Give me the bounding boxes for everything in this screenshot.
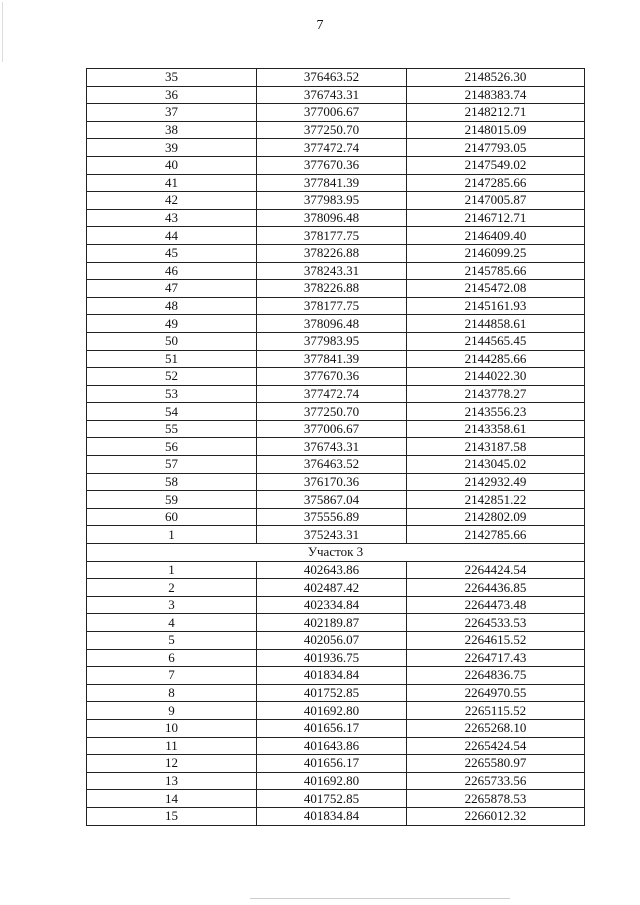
x-coordinate-cell: 376743.31	[257, 86, 407, 104]
table-row	[87, 69, 585, 87]
point-number-cell: 35	[87, 69, 257, 87]
y-coordinate-cell: 2148526.30	[407, 69, 585, 87]
point-number-cell: 2	[87, 579, 257, 597]
table-row	[87, 684, 585, 702]
table-row	[87, 473, 585, 491]
table-row	[87, 614, 585, 632]
table-row	[87, 350, 585, 368]
table-row	[87, 403, 585, 421]
x-coordinate-cell: 377983.95	[257, 192, 407, 210]
point-number-cell: 45	[87, 244, 257, 262]
point-number-cell: 15	[87, 807, 257, 825]
y-coordinate-cell: 2145472.08	[407, 280, 585, 298]
point-number-cell: 55	[87, 420, 257, 438]
point-number-cell: 39	[87, 139, 257, 157]
point-number-cell: 47	[87, 280, 257, 298]
table-row	[87, 807, 585, 825]
table-row	[87, 579, 585, 597]
x-coordinate-cell: 376463.52	[257, 69, 407, 87]
table-row	[87, 297, 585, 315]
x-coordinate-cell: 375867.04	[257, 491, 407, 509]
point-number-cell: 1	[87, 561, 257, 579]
table-row	[87, 508, 585, 526]
point-number-cell: 10	[87, 719, 257, 737]
x-coordinate-cell: 376463.52	[257, 456, 407, 474]
x-coordinate-cell: 377472.74	[257, 139, 407, 157]
point-number-cell: 60	[87, 508, 257, 526]
y-coordinate-cell: 2143187.58	[407, 438, 585, 456]
y-coordinate-cell: 2144858.61	[407, 315, 585, 333]
y-coordinate-cell: 2265733.56	[407, 772, 585, 790]
x-coordinate-cell: 401936.75	[257, 649, 407, 667]
table-row	[87, 86, 585, 104]
x-coordinate-cell: 378096.48	[257, 315, 407, 333]
x-coordinate-cell: 401752.85	[257, 790, 407, 808]
table-row	[87, 526, 585, 544]
table-row	[87, 368, 585, 386]
table-row	[87, 772, 585, 790]
point-number-cell: 14	[87, 790, 257, 808]
point-number-cell: 56	[87, 438, 257, 456]
x-coordinate-cell: 375556.89	[257, 508, 407, 526]
point-number-cell: 8	[87, 684, 257, 702]
x-coordinate-cell: 378226.88	[257, 244, 407, 262]
table-row	[87, 438, 585, 456]
table-row	[87, 420, 585, 438]
x-coordinate-cell: 378177.75	[257, 297, 407, 315]
point-number-cell: 7	[87, 667, 257, 685]
x-coordinate-cell: 402189.87	[257, 614, 407, 632]
table-row	[87, 737, 585, 755]
y-coordinate-cell: 2142932.49	[407, 473, 585, 491]
y-coordinate-cell: 2264424.54	[407, 561, 585, 579]
y-coordinate-cell: 2265580.97	[407, 755, 585, 773]
y-coordinate-cell: 2264836.75	[407, 667, 585, 685]
y-coordinate-cell: 2142802.09	[407, 508, 585, 526]
point-number-cell: 11	[87, 737, 257, 755]
point-number-cell: 3	[87, 596, 257, 614]
x-coordinate-cell: 402334.84	[257, 596, 407, 614]
point-number-cell: 48	[87, 297, 257, 315]
table-row	[87, 192, 585, 210]
table-row	[87, 104, 585, 122]
y-coordinate-cell: 2264970.55	[407, 684, 585, 702]
table-row	[87, 790, 585, 808]
table-row	[87, 632, 585, 650]
y-coordinate-cell: 2264473.48	[407, 596, 585, 614]
scan-artifact-bottom	[250, 898, 510, 899]
y-coordinate-cell: 2142851.22	[407, 491, 585, 509]
point-number-cell: 40	[87, 156, 257, 174]
point-number-cell: 58	[87, 473, 257, 491]
point-number-cell: 50	[87, 332, 257, 350]
y-coordinate-cell: 2143556.23	[407, 403, 585, 421]
y-coordinate-cell: 2264615.52	[407, 632, 585, 650]
y-coordinate-cell: 2147793.05	[407, 139, 585, 157]
point-number-cell: 57	[87, 456, 257, 474]
y-coordinate-cell: 2264533.53	[407, 614, 585, 632]
table-row	[87, 491, 585, 509]
y-coordinate-cell: 2142785.66	[407, 526, 585, 544]
table-row	[87, 596, 585, 614]
table-row	[87, 139, 585, 157]
table-row	[87, 649, 585, 667]
coordinates-table	[86, 68, 585, 826]
table-row	[87, 227, 585, 245]
y-coordinate-cell: 2265878.53	[407, 790, 585, 808]
point-number-cell: 43	[87, 209, 257, 227]
point-number-cell: 6	[87, 649, 257, 667]
y-coordinate-cell: 2265115.52	[407, 702, 585, 720]
y-coordinate-cell: 2146099.25	[407, 244, 585, 262]
point-number-cell: 4	[87, 614, 257, 632]
y-coordinate-cell: 2148015.09	[407, 121, 585, 139]
table-row	[87, 280, 585, 298]
table-row	[87, 332, 585, 350]
y-coordinate-cell: 2144285.66	[407, 350, 585, 368]
y-coordinate-cell: 2265424.54	[407, 737, 585, 755]
x-coordinate-cell: 401692.80	[257, 772, 407, 790]
y-coordinate-cell: 2265268.10	[407, 719, 585, 737]
y-coordinate-cell: 2148383.74	[407, 86, 585, 104]
y-coordinate-cell: 2143045.02	[407, 456, 585, 474]
x-coordinate-cell: 377250.70	[257, 121, 407, 139]
point-number-cell: 9	[87, 702, 257, 720]
point-number-cell: 41	[87, 174, 257, 192]
table-row	[87, 755, 585, 773]
point-number-cell: 36	[87, 86, 257, 104]
y-coordinate-cell: 2264436.85	[407, 579, 585, 597]
x-coordinate-cell: 378096.48	[257, 209, 407, 227]
y-coordinate-cell: 2144022.30	[407, 368, 585, 386]
x-coordinate-cell: 378226.88	[257, 280, 407, 298]
x-coordinate-cell: 401752.85	[257, 684, 407, 702]
table-row	[87, 719, 585, 737]
table-row	[87, 385, 585, 403]
x-coordinate-cell: 377670.36	[257, 156, 407, 174]
x-coordinate-cell: 402643.86	[257, 561, 407, 579]
y-coordinate-cell: 2143778.27	[407, 385, 585, 403]
point-number-cell: 12	[87, 755, 257, 773]
point-number-cell: 59	[87, 491, 257, 509]
point-number-cell: 13	[87, 772, 257, 790]
x-coordinate-cell: 377006.67	[257, 420, 407, 438]
point-number-cell: 1	[87, 526, 257, 544]
x-coordinate-cell: 402487.42	[257, 579, 407, 597]
y-coordinate-cell: 2266012.32	[407, 807, 585, 825]
section-header-row	[87, 544, 585, 562]
y-coordinate-cell: 2143358.61	[407, 420, 585, 438]
table-row	[87, 262, 585, 280]
table-row	[87, 561, 585, 579]
y-coordinate-cell: 2146712.71	[407, 209, 585, 227]
table-row	[87, 174, 585, 192]
x-coordinate-cell: 401656.17	[257, 719, 407, 737]
x-coordinate-cell: 376743.31	[257, 438, 407, 456]
table-row	[87, 121, 585, 139]
point-number-cell: 49	[87, 315, 257, 333]
point-number-cell: 51	[87, 350, 257, 368]
point-number-cell: 52	[87, 368, 257, 386]
point-number-cell: 37	[87, 104, 257, 122]
point-number-cell: 38	[87, 121, 257, 139]
coordinates-table-body	[87, 69, 585, 826]
x-coordinate-cell: 401656.17	[257, 755, 407, 773]
x-coordinate-cell: 375243.31	[257, 526, 407, 544]
y-coordinate-cell: 2148212.71	[407, 104, 585, 122]
x-coordinate-cell: 377841.39	[257, 350, 407, 368]
y-coordinate-cell: 2145161.93	[407, 297, 585, 315]
x-coordinate-cell: 378177.75	[257, 227, 407, 245]
point-number-cell: 46	[87, 262, 257, 280]
table-row	[87, 315, 585, 333]
y-coordinate-cell: 2144565.45	[407, 332, 585, 350]
table-row	[87, 667, 585, 685]
x-coordinate-cell: 377983.95	[257, 332, 407, 350]
point-number-cell: 5	[87, 632, 257, 650]
table-row	[87, 244, 585, 262]
page-number: 7	[316, 18, 324, 33]
point-number-cell: 53	[87, 385, 257, 403]
table-row	[87, 702, 585, 720]
y-coordinate-cell: 2147549.02	[407, 156, 585, 174]
y-coordinate-cell: 2147285.66	[407, 174, 585, 192]
point-number-cell: 54	[87, 403, 257, 421]
x-coordinate-cell: 378243.31	[257, 262, 407, 280]
x-coordinate-cell: 401692.80	[257, 702, 407, 720]
point-number-cell: 42	[87, 192, 257, 210]
x-coordinate-cell: 402056.07	[257, 632, 407, 650]
y-coordinate-cell: 2264717.43	[407, 649, 585, 667]
x-coordinate-cell: 377472.74	[257, 385, 407, 403]
x-coordinate-cell: 376170.36	[257, 473, 407, 491]
x-coordinate-cell: 377250.70	[257, 403, 407, 421]
x-coordinate-cell: 377006.67	[257, 104, 407, 122]
y-coordinate-cell: 2146409.40	[407, 227, 585, 245]
x-coordinate-cell: 377670.36	[257, 368, 407, 386]
x-coordinate-cell: 401834.84	[257, 667, 407, 685]
scan-artifact-left	[2, 2, 3, 62]
table-row	[87, 209, 585, 227]
x-coordinate-cell: 401834.84	[257, 807, 407, 825]
y-coordinate-cell: 2147005.87	[407, 192, 585, 210]
table-row	[87, 156, 585, 174]
x-coordinate-cell: 377841.39	[257, 174, 407, 192]
point-number-cell: 44	[87, 227, 257, 245]
section-label: Участок 3	[87, 544, 585, 562]
table-row	[87, 456, 585, 474]
y-coordinate-cell: 2145785.66	[407, 262, 585, 280]
x-coordinate-cell: 401643.86	[257, 737, 407, 755]
